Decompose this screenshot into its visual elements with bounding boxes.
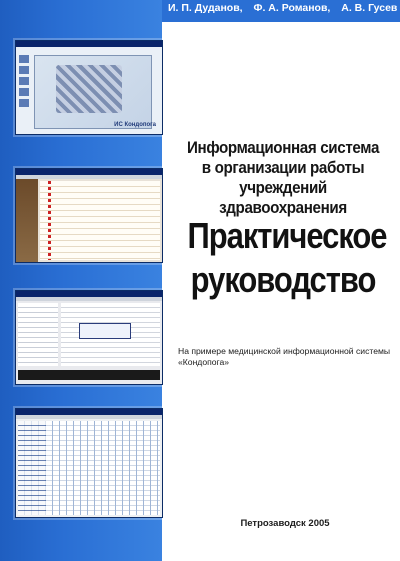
status-bar [18, 370, 160, 380]
data-grid [61, 303, 160, 366]
logo-graphic [56, 65, 122, 113]
schedule-grid [18, 421, 160, 515]
screenshot-patient-list [15, 168, 163, 263]
cover-subtitle [181, 138, 385, 218]
author-3: А. В. Гусев [341, 2, 398, 14]
screenshot-desktop [15, 40, 163, 135]
window-menubar [16, 415, 162, 419]
cover-note [178, 346, 398, 368]
window-titlebar [16, 41, 162, 47]
author-2: Ф. А. Романов, [253, 2, 331, 14]
screenshot-schedule-table [15, 408, 163, 518]
record-list [40, 181, 160, 260]
cover-title [187, 214, 387, 302]
screenshot-tree-grid [15, 290, 163, 385]
thumbnail-brand-text: ИС Кондопога [114, 122, 156, 128]
window-menubar [16, 297, 162, 301]
title-line-2: руководство [190, 259, 376, 300]
desktop-icons [19, 55, 31, 110]
subtitle-line-2: в организации работы [201, 159, 365, 177]
author-1: И. П. Дуданов, [168, 2, 243, 14]
note-line-2: «Кондопога» [178, 357, 230, 367]
subtitle-line-3: учреждений здравоохранения [219, 179, 347, 217]
publication-place-year: Петрозаводск 2005 [240, 518, 330, 529]
authors-line [168, 2, 396, 20]
tree-pane [18, 303, 58, 366]
note-line-1: На примере медицинской информационной системы [178, 346, 391, 356]
navigation-pane [16, 179, 38, 262]
subtitle-line-1: Информационная система [186, 139, 380, 157]
title-line-1: Практическое [187, 215, 387, 256]
